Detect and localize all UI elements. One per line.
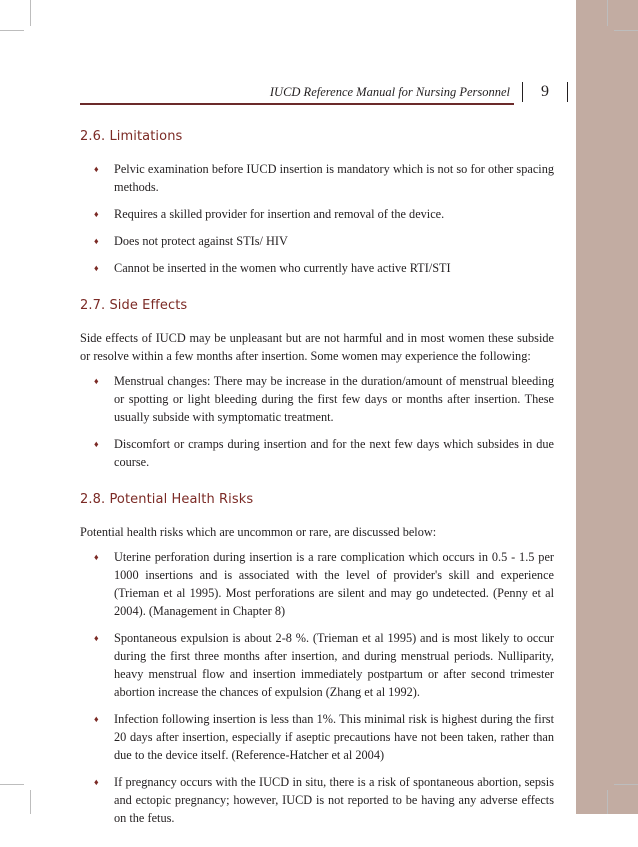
diamond-bullet-icon: ♦ [94,777,99,787]
page-body [80,128,554,847]
list-item: ♦ Spontaneous expulsion is about 2-8 %. (Trieman et al 1995) and is most likely to occur during the first three months after insertion, and during menstrual periods. Nulliparity, heavy menstrual flow and insertion immediately postpartum or after second trimester abortion increase the chances of expulsion (Zhang et al 1992). [94,631,554,699]
diamond-bullet-icon: ♦ [94,439,99,449]
section-heading: 2.7. Side Effects [80,298,188,313]
diamond-bullet-icon: ♦ [94,552,99,562]
list-item: ♦ If pregnancy occurs with the IUCD in situ, there is a risk of spontaneous abortion, sepsis and ectopic pregnancy; however, IUCD is not reported to be having any adverse effects on the fetus. [94,775,554,825]
crop-mark [30,790,31,814]
crop-mark [607,790,608,814]
bullet-list [80,548,554,827]
diamond-bullet-icon: ♦ [94,376,99,386]
crop-mark [0,30,24,31]
section-health-risks [80,491,554,827]
crop-mark [30,0,31,26]
crop-mark [0,784,24,785]
list-item: ♦ Menstrual changes: There may be increase in the duration/amount of menstrual bleeding or spotting or light bleeding during the first few days or months after insertion. These usually subside with symptomatic treatment. [94,374,554,424]
section-heading: 2.6. Limitations [80,129,183,144]
section-intro: Side effects of IUCD may be unpleasant but are not harmful and in most women these subside or resolve within a few months after insertion. Some women may experience the following: [80,331,554,363]
section-side-effects [80,297,554,471]
crop-mark [607,0,608,26]
page-number: 9 [522,82,568,102]
section-intro: Potential health risks which are uncommon or rare, are discussed below: [80,525,437,539]
list-item: ♦ Requires a skilled provider for insertion and removal of the device. [94,207,445,221]
diamond-bullet-icon: ♦ [94,164,99,174]
diamond-bullet-icon: ♦ [94,263,99,273]
crop-mark [614,784,638,785]
list-item: ♦ Pelvic examination before IUCD insertion is mandatory which is not so for other spacing methods. [94,162,554,194]
crop-mark [614,30,638,31]
diamond-bullet-icon: ♦ [94,714,99,724]
list-item: ♦ Cannot be inserted in the women who currently have active RTI/STI [94,261,451,275]
diamond-bullet-icon: ♦ [94,209,99,219]
diamond-bullet-icon: ♦ [94,236,99,246]
header-rule [80,103,514,105]
list-item: ♦ Infection following insertion is less than 1%. This minimal risk is highest during the first 20 days after insertion, especially if aseptic precautions have not been taken, rather than due to the device itself. (Reference-Hatcher et al 2004) [94,712,554,762]
list-item: ♦ Does not protect against STIs/ HIV [94,234,288,248]
bullet-list [80,160,554,277]
page-side-band [576,0,638,814]
running-header-title: IUCD Reference Manual for Nursing Personnel [269,85,510,99]
bullet-list [80,372,554,471]
section-heading: 2.8. Potential Health Risks [80,492,254,507]
list-item: ♦ Discomfort or cramps during insertion and for the next few days which subsides in due course. [94,437,554,469]
running-header [80,82,568,102]
list-item: ♦ Uterine perforation during insertion is a rare complication which occurs in 0.5 - 1.5 per 1000 insertions and is associated with the level of provider's skill and experience (Trieman et al 1995). Most perforations are silent and may go undetected. (Penny et al 2004). (Management in Chapter 8) [94,550,554,618]
diamond-bullet-icon: ♦ [94,633,99,643]
section-limitations [80,128,554,277]
